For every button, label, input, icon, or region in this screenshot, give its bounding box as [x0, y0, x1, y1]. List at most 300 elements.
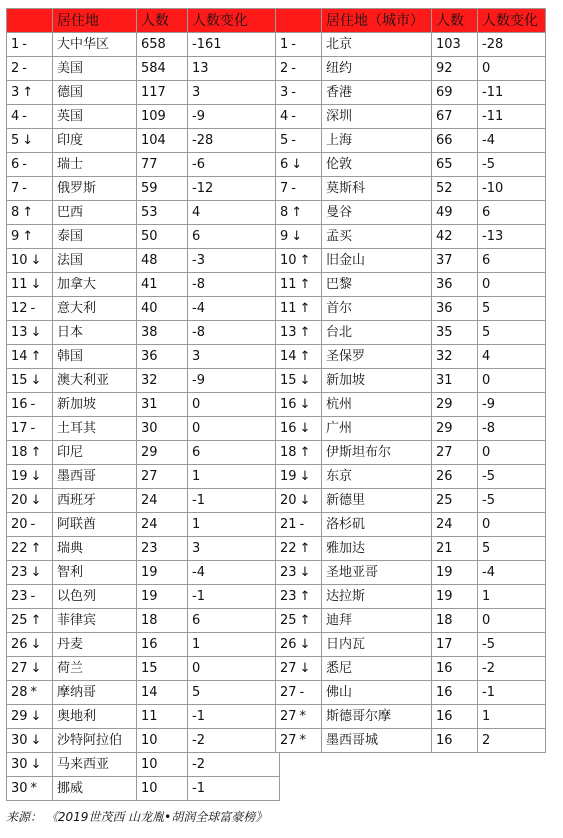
rank-trend-icon: ↓	[299, 421, 311, 436]
table-row	[7, 753, 280, 777]
count-cell: 24	[137, 513, 188, 537]
table-row	[7, 609, 280, 633]
residence-cell: 伦敦	[322, 153, 432, 177]
table-row	[276, 297, 546, 321]
rank-cell	[7, 657, 53, 681]
table-row	[7, 225, 280, 249]
rank-number: 22	[280, 541, 297, 556]
residence-cell: 日本	[53, 321, 137, 345]
change-cell: 6	[478, 201, 546, 225]
residence-cell: 沙特阿拉伯	[53, 729, 137, 753]
change-cell: 6	[478, 249, 546, 273]
table-row	[276, 537, 546, 561]
change-cell: -9	[188, 105, 280, 129]
rank-number: 13	[11, 325, 28, 340]
rank-trend-icon: ↓	[30, 469, 42, 484]
residence-cell: 土耳其	[53, 417, 137, 441]
count-cell: 35	[432, 321, 478, 345]
rank-number: 5	[280, 133, 289, 148]
count-cell: 59	[137, 177, 188, 201]
table-row	[276, 225, 546, 249]
rank-number: 8	[11, 205, 20, 220]
count-cell: 16	[432, 681, 478, 705]
table-row	[276, 153, 546, 177]
change-cell: -6	[188, 153, 280, 177]
residence-cell: 上海	[322, 129, 432, 153]
rank-trend-icon: ↑	[291, 205, 303, 220]
rank-number: 11	[280, 277, 297, 292]
count-cell: 658	[137, 33, 188, 57]
count-cell: 15	[137, 657, 188, 681]
count-cell: 31	[432, 369, 478, 393]
rank-cell	[276, 633, 322, 657]
residence-cell: 巴黎	[322, 273, 432, 297]
count-cell: 31	[137, 393, 188, 417]
change-cell: -5	[478, 633, 546, 657]
city-ranking-table	[275, 8, 546, 753]
rank-trend-icon: -	[291, 37, 296, 52]
residence-cell: 雅加达	[322, 537, 432, 561]
residence-cell: 伊斯坦布尔	[322, 441, 432, 465]
rank-number: 18	[280, 445, 297, 460]
table-row	[7, 129, 280, 153]
change-cell: 5	[478, 297, 546, 321]
residence-cell: 泰国	[53, 225, 137, 249]
rank-trend-icon: ↓	[299, 493, 311, 508]
change-cell: -3	[188, 249, 280, 273]
rank-cell	[276, 585, 322, 609]
rank-number: 5	[11, 133, 20, 148]
rank-number: 2	[280, 61, 289, 76]
rank-trend-icon: -	[22, 37, 27, 52]
rank-cell	[7, 417, 53, 441]
count-cell: 21	[432, 537, 478, 561]
rank-number: 26	[11, 637, 28, 652]
residence-cell: 旧金山	[322, 249, 432, 273]
rank-number: 14	[11, 349, 28, 364]
table-row	[276, 681, 546, 705]
rank-cell	[7, 441, 53, 465]
change-cell: 0	[478, 369, 546, 393]
residence-cell: 莫斯科	[322, 177, 432, 201]
count-cell: 18	[432, 609, 478, 633]
count-cell: 50	[137, 225, 188, 249]
rank-trend-icon: ↑	[299, 349, 311, 364]
count-cell: 24	[137, 489, 188, 513]
table-row	[7, 489, 280, 513]
rank-cell	[7, 753, 53, 777]
rank-cell	[276, 369, 322, 393]
residence-cell: 日内瓦	[322, 633, 432, 657]
table-row	[7, 297, 280, 321]
rank-number: 19	[280, 469, 297, 484]
residence-cell: 印度	[53, 129, 137, 153]
rank-header	[276, 9, 322, 33]
rank-cell	[7, 81, 53, 105]
change-cell: -11	[478, 81, 546, 105]
residence-cell: 巴西	[53, 201, 137, 225]
count-cell: 104	[137, 129, 188, 153]
change-cell: 6	[188, 441, 280, 465]
rank-number: 30	[11, 781, 28, 796]
table-row	[7, 249, 280, 273]
rank-trend-icon: ↑	[299, 445, 311, 460]
change-cell: -4	[188, 561, 280, 585]
table-row	[276, 441, 546, 465]
change-cell: -11	[478, 105, 546, 129]
rank-number: 4	[11, 109, 20, 124]
residence-cell: 香港	[322, 81, 432, 105]
count-cell: 109	[137, 105, 188, 129]
residence-cell: 瑞典	[53, 537, 137, 561]
change-cell: 0	[478, 609, 546, 633]
residence-cell: 菲律宾	[53, 609, 137, 633]
change-cell: 1	[478, 705, 546, 729]
rank-cell	[276, 177, 322, 201]
rank-trend-icon: ↑	[299, 277, 311, 292]
change-cell: -4	[478, 129, 546, 153]
change-cell: -10	[478, 177, 546, 201]
table-row	[276, 729, 546, 753]
rank-cell	[7, 465, 53, 489]
table-row	[7, 33, 280, 57]
table-row	[276, 321, 546, 345]
change-cell: -9	[188, 369, 280, 393]
count-cell: 27	[432, 441, 478, 465]
count-cell: 30	[137, 417, 188, 441]
rank-cell	[276, 153, 322, 177]
residence-cell: 智利	[53, 561, 137, 585]
change-cell: 5	[478, 537, 546, 561]
residence-cell: 悉尼	[322, 657, 432, 681]
change-cell: -4	[188, 297, 280, 321]
rank-trend-icon: *	[30, 781, 38, 796]
rank-cell	[276, 249, 322, 273]
rank-number: 11	[280, 301, 297, 316]
change-cell: 4	[188, 201, 280, 225]
change-cell: -1	[478, 681, 546, 705]
change-cell: 0	[188, 657, 280, 681]
rank-trend-icon: ↑	[299, 613, 311, 628]
residence-cell: 斯德哥尔摩	[322, 705, 432, 729]
change-cell: -8	[188, 321, 280, 345]
rank-trend-icon: ↓	[30, 757, 42, 772]
rank-cell	[7, 273, 53, 297]
residence-cell: 马来西亚	[53, 753, 137, 777]
residence-cell: 新加坡	[322, 369, 432, 393]
residence-cell: 圣保罗	[322, 345, 432, 369]
count-cell: 26	[432, 465, 478, 489]
change-cell: -1	[188, 585, 280, 609]
change-header: 人数变化	[478, 9, 546, 33]
count-header: 人数	[137, 9, 188, 33]
change-cell: -28	[188, 129, 280, 153]
count-cell: 36	[137, 345, 188, 369]
table-row	[276, 489, 546, 513]
residence-cell: 达拉斯	[322, 585, 432, 609]
rank-number: 3	[280, 85, 289, 100]
table-row	[276, 201, 546, 225]
rank-number: 26	[280, 637, 297, 652]
change-cell: -8	[188, 273, 280, 297]
residence-cell: 北京	[322, 33, 432, 57]
rank-number: 20	[11, 517, 28, 532]
rank-trend-icon: ↑	[30, 613, 42, 628]
rank-trend-icon: ↓	[299, 565, 311, 580]
residence-cell: 荷兰	[53, 657, 137, 681]
rank-number: 7	[280, 181, 289, 196]
rank-trend-icon: -	[30, 421, 36, 436]
rank-number: 23	[280, 589, 297, 604]
change-cell: 6	[188, 225, 280, 249]
table-row	[7, 705, 280, 729]
change-cell: 3	[188, 537, 280, 561]
count-cell: 19	[137, 585, 188, 609]
rank-cell	[276, 81, 322, 105]
rank-trend-icon: ↓	[299, 373, 311, 388]
residence-city-header: 居住地（城市）	[322, 9, 432, 33]
table-row	[276, 393, 546, 417]
table-row	[7, 561, 280, 585]
rank-number: 11	[11, 277, 28, 292]
table-row	[7, 633, 280, 657]
rank-number: 23	[280, 565, 297, 580]
count-header: 人数	[432, 9, 478, 33]
rank-trend-icon: ↓	[30, 565, 42, 580]
rank-cell	[7, 633, 53, 657]
count-cell: 19	[432, 561, 478, 585]
change-cell: 0	[188, 417, 280, 441]
residence-cell: 墨西哥城	[322, 729, 432, 753]
rank-cell	[7, 729, 53, 753]
rank-cell	[7, 345, 53, 369]
change-cell: -2	[188, 753, 280, 777]
residence-cell: 法国	[53, 249, 137, 273]
count-cell: 16	[432, 657, 478, 681]
change-cell: 0	[478, 513, 546, 537]
rank-trend-icon: ↓	[291, 157, 303, 172]
rank-number: 23	[11, 565, 28, 580]
rank-cell	[276, 57, 322, 81]
rank-number: 18	[11, 445, 28, 460]
rank-trend-icon: ↑	[299, 541, 311, 556]
change-cell: 5	[478, 321, 546, 345]
rank-trend-icon: ↓	[30, 277, 42, 292]
rank-cell	[7, 321, 53, 345]
change-cell: -5	[478, 153, 546, 177]
rank-trend-icon: -	[30, 301, 36, 316]
rank-number: 1	[11, 37, 20, 52]
change-cell: 1	[188, 633, 280, 657]
change-cell: 13	[188, 57, 280, 81]
rank-cell	[276, 417, 322, 441]
rank-cell	[7, 249, 53, 273]
rank-cell	[7, 609, 53, 633]
table-row	[276, 609, 546, 633]
rank-cell	[276, 273, 322, 297]
count-cell: 11	[137, 705, 188, 729]
count-cell: 32	[432, 345, 478, 369]
table-row	[276, 657, 546, 681]
count-cell: 48	[137, 249, 188, 273]
rank-trend-icon: ↑	[299, 325, 311, 340]
change-cell: 5	[188, 681, 280, 705]
residence-cell: 美国	[53, 57, 137, 81]
rank-trend-icon: -	[22, 109, 27, 124]
residence-cell: 意大利	[53, 297, 137, 321]
count-cell: 16	[432, 729, 478, 753]
rank-cell	[7, 705, 53, 729]
count-cell: 18	[137, 609, 188, 633]
table-row	[276, 129, 546, 153]
rank-number: 9	[280, 229, 289, 244]
count-cell: 37	[432, 249, 478, 273]
change-cell: 3	[188, 81, 280, 105]
rank-trend-icon: -	[291, 61, 296, 76]
change-cell: 0	[478, 441, 546, 465]
table-row	[276, 369, 546, 393]
rank-number: 9	[11, 229, 20, 244]
residence-cell: 杭州	[322, 393, 432, 417]
rank-trend-icon: ↓	[299, 469, 311, 484]
rank-trend-icon: *	[30, 685, 38, 700]
count-cell: 36	[432, 297, 478, 321]
count-cell: 19	[432, 585, 478, 609]
rank-cell	[276, 129, 322, 153]
rank-trend-icon: ↓	[30, 637, 42, 652]
table-row	[7, 393, 280, 417]
country-table-body	[7, 33, 280, 801]
count-cell: 25	[432, 489, 478, 513]
count-cell: 10	[137, 729, 188, 753]
rank-cell	[7, 33, 53, 57]
rank-number: 27	[280, 685, 297, 700]
rank-trend-icon: -	[291, 133, 296, 148]
rank-cell	[7, 153, 53, 177]
change-cell: -5	[478, 489, 546, 513]
rank-trend-icon: -	[291, 109, 296, 124]
change-cell: -161	[188, 33, 280, 57]
rank-trend-icon: ↑	[22, 229, 34, 244]
table-row	[276, 177, 546, 201]
rank-number: 4	[280, 109, 289, 124]
table-row	[276, 105, 546, 129]
count-cell: 584	[137, 57, 188, 81]
residence-cell: 阿联酋	[53, 513, 137, 537]
rank-cell	[276, 657, 322, 681]
change-cell: -4	[478, 561, 546, 585]
table-row	[7, 273, 280, 297]
rank-number: 15	[11, 373, 28, 388]
residence-cell: 纽约	[322, 57, 432, 81]
change-cell: 3	[188, 345, 280, 369]
rank-cell	[7, 297, 53, 321]
rank-number: 25	[11, 613, 28, 628]
rank-cell	[276, 33, 322, 57]
residence-cell: 深圳	[322, 105, 432, 129]
rank-number: 27	[280, 709, 297, 724]
rank-trend-icon: -	[299, 517, 305, 532]
count-cell: 32	[137, 369, 188, 393]
rank-trend-icon: ↑	[30, 349, 42, 364]
rank-cell	[276, 489, 322, 513]
count-cell: 40	[137, 297, 188, 321]
table-row	[276, 249, 546, 273]
rank-number: 27	[280, 661, 297, 676]
count-cell: 16	[432, 705, 478, 729]
count-cell: 16	[137, 633, 188, 657]
rank-cell	[7, 489, 53, 513]
rank-trend-icon: -	[22, 181, 27, 196]
residence-cell: 韩国	[53, 345, 137, 369]
change-cell: -1	[188, 705, 280, 729]
residence-cell: 曼谷	[322, 201, 432, 225]
residence-cell: 圣地亚哥	[322, 561, 432, 585]
rank-number: 19	[11, 469, 28, 484]
rank-trend-icon: ↑	[299, 253, 311, 268]
rank-number: 15	[280, 373, 297, 388]
count-cell: 67	[432, 105, 478, 129]
count-cell: 27	[137, 465, 188, 489]
rank-trend-icon: -	[22, 61, 27, 76]
table-row	[7, 345, 280, 369]
rank-number: 16	[280, 421, 297, 436]
rank-number: 8	[280, 205, 289, 220]
table-row	[276, 417, 546, 441]
rank-number: 30	[11, 757, 28, 772]
rank-trend-icon: ↓	[299, 397, 311, 412]
residence-cell: 西班牙	[53, 489, 137, 513]
rank-cell	[7, 369, 53, 393]
count-cell: 29	[137, 441, 188, 465]
rank-cell	[7, 513, 53, 537]
count-cell: 52	[432, 177, 478, 201]
rank-trend-icon: ↓	[291, 229, 303, 244]
change-cell: 0	[478, 273, 546, 297]
rank-cell	[276, 345, 322, 369]
table-row	[7, 537, 280, 561]
change-cell: -2	[478, 657, 546, 681]
residence-cell: 德国	[53, 81, 137, 105]
rank-cell	[7, 681, 53, 705]
residence-cell: 奥地利	[53, 705, 137, 729]
residence-cell: 摩纳哥	[53, 681, 137, 705]
rank-trend-icon: ↑	[22, 85, 34, 100]
tables-area	[6, 8, 556, 808]
residence-cell: 佛山	[322, 681, 432, 705]
rank-number: 30	[11, 733, 28, 748]
rank-cell	[7, 177, 53, 201]
rank-cell	[276, 537, 322, 561]
rank-number: 6	[11, 157, 20, 172]
table-row	[276, 705, 546, 729]
count-cell: 17	[432, 633, 478, 657]
rank-trend-icon: -	[299, 685, 305, 700]
count-cell: 41	[137, 273, 188, 297]
rank-number: 28	[11, 685, 28, 700]
residence-cell: 俄罗斯	[53, 177, 137, 201]
country-table-header-row	[7, 9, 280, 33]
rank-trend-icon: ↑	[22, 205, 34, 220]
rank-trend-icon: ↑	[30, 541, 42, 556]
table-row	[276, 585, 546, 609]
rank-number: 22	[11, 541, 28, 556]
residence-cell: 广州	[322, 417, 432, 441]
count-cell: 66	[432, 129, 478, 153]
residence-cell: 台北	[322, 321, 432, 345]
table-row	[7, 729, 280, 753]
rank-cell	[276, 513, 322, 537]
